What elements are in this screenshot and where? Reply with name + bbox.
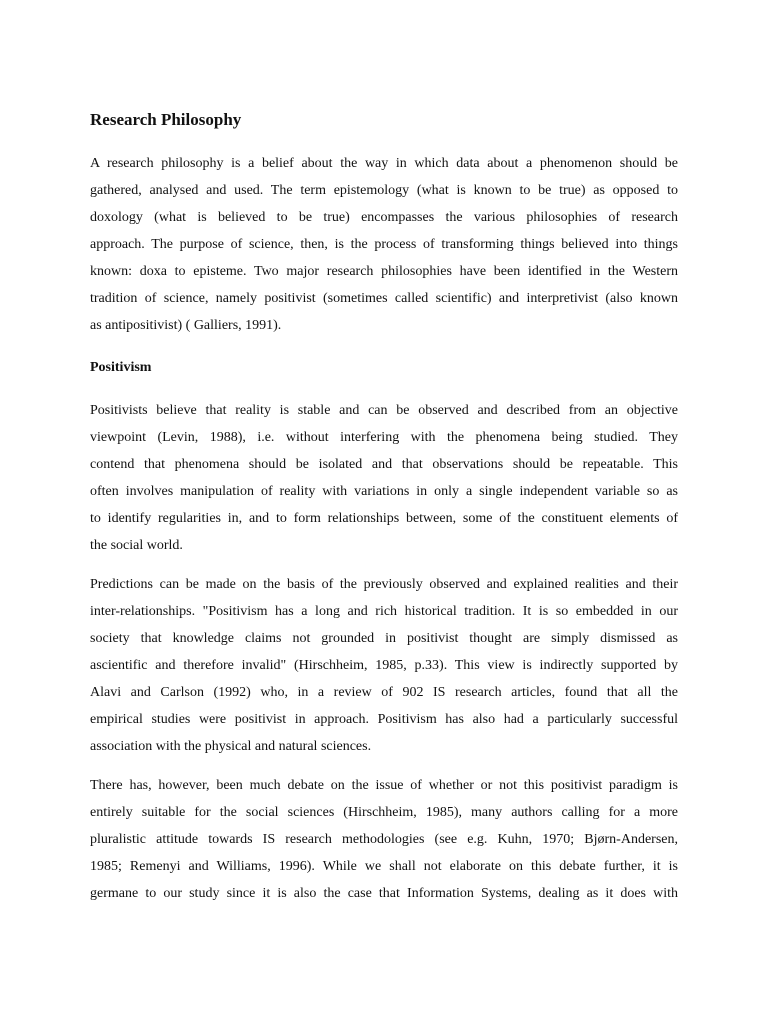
paragraph-line: often involves manipulation of reality with variations in only a single independent variable so as (90, 484, 678, 499)
paragraph-line: germane to our study since it is also the case that Information Systems, dealing as it does with (90, 886, 678, 901)
paragraph-line: empirical studies were positivist in approach. Positivism has also had a particularly successful (90, 712, 678, 727)
paragraph-line: approach. The purpose of science, then, is the process of transforming things believed into things (90, 237, 678, 252)
paragraph-line: known: doxa to episteme. Two major research philosophies have been identified in the Western (90, 264, 678, 279)
paragraph-line: entirely suitable for the social sciences (Hirschheim, 1985), many authors calling for a more (90, 805, 678, 820)
paragraph-line: 1985; Remenyi and Williams, 1996). While we shall not elaborate on this debate further, it is (90, 859, 678, 874)
paragraph-line: society that knowledge claims not grounded in positivist thought are simply dismissed as (90, 631, 678, 646)
positivism-paragraph-1 (90, 397, 678, 559)
positivism-paragraph-2 (90, 571, 678, 760)
positivism-paragraph-3 (90, 772, 678, 907)
paragraph-line: as antipositivist) ( Galliers, 1991). (90, 318, 282, 333)
paragraph-line: inter-relationships. "Positivism has a long and rich historical tradition. It is so embedded in our (90, 604, 678, 619)
paragraph-line: A research philosophy is a belief about the way in which data about a phenomenon should be (90, 156, 678, 171)
paragraph-line: ascientific and therefore invalid" (Hirschheim, 1985, p.33). This view is indirectly supported by (90, 658, 678, 673)
paragraph-line: gathered, analysed and used. The term epistemology (what is known to be true) as opposed to (90, 183, 678, 198)
paragraph-line: There has, however, been much debate on the issue of whether or not this positivist paradigm is (90, 778, 678, 793)
paragraph-line: doxology (what is believed to be true) encompasses the various philosophies of research (90, 210, 678, 225)
paragraph-line: viewpoint (Levin, 1988), i.e. without interfering with the phenomena being studied. They (90, 430, 678, 445)
paragraph-line: contend that phenomena should be isolated and that observations should be repeatable. This (90, 457, 678, 472)
paragraph-line: to identify regularities in, and to form relationships between, some of the constituent elements of (90, 511, 678, 526)
paragraph-line: association with the physical and natural sciences. (90, 739, 372, 754)
paragraph-line: the social world. (90, 538, 183, 553)
paragraph-line: Predictions can be made on the basis of the previously observed and explained realities and their (90, 577, 678, 592)
paragraph-line: Alavi and Carlson (1992) who, in a review of 902 IS research articles, found that all the (90, 685, 678, 700)
paragraph-line: pluralistic attitude towards IS research methodologies (see e.g. Kuhn, 1970; Bjørn-Andersen, (90, 832, 678, 847)
paragraph-line: Positivists believe that reality is stable and can be observed and described from an objective (90, 403, 678, 418)
intro-paragraph (90, 150, 678, 339)
section-heading-positivism: Positivism (90, 360, 152, 375)
document-title: Research Philosophy (90, 110, 242, 129)
paragraph-line: tradition of science, namely positivist (sometimes called scientific) and interpretivist (also known (90, 291, 678, 306)
